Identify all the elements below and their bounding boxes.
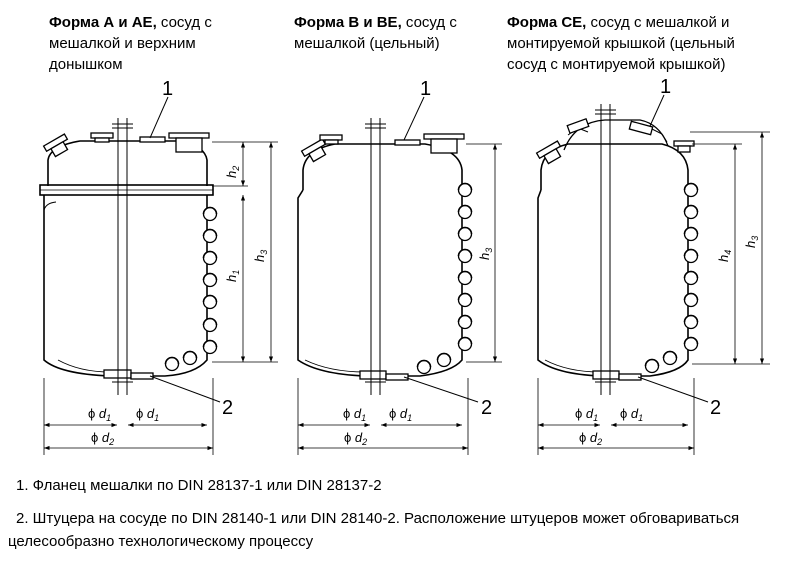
dim-d1-a-left: ϕ $d_1$ [88,406,112,423]
callout-1-b: 1 [420,78,432,100]
dim-d1-ce-right: ϕ $d_1$ [620,406,644,423]
agitator-flange-b [395,140,420,145]
nozzle-top-right-a [169,133,209,138]
form-b-title-line2: мешалкой (цельный) [294,35,440,52]
dim-h3-a: $h_3$ [252,249,269,262]
callout-leaders [150,95,708,402]
form-b-title-bold: Форма В и ВЕ, [294,14,402,31]
dim-d1-b-right: ϕ $d_1$ [389,406,413,423]
note-1: 1. Фланец мешалки по DIN 28137-1 или DIN 28137-2 [16,477,382,494]
callout-1-ce: 1 [660,76,672,98]
form-a-title-bold: Форма А и АЕ, [49,14,157,31]
form-ce-title-line2: монтируемой крышкой (цельный [507,35,735,52]
dim-d1-a-right: ϕ $d_1$ [136,406,160,423]
note-2-continuation: целесообразно технологическому процессу [8,533,314,550]
nozzle-top-right-b [424,134,464,139]
vessel-form-ce [537,104,770,455]
dim-d1-ce-left: ϕ $d_1$ [575,406,599,423]
form-ce-title-line1: сосуд с мешалкой и [590,14,730,31]
form-a-title-line3: донышком [49,56,123,73]
dim-d1-b-left: ϕ $d_1$ [343,406,367,423]
vessel-form-b [298,118,502,455]
callout-2-a: 2 [222,397,234,419]
dimensions-ce [538,132,770,455]
nozzle-top-left-b [320,135,342,140]
agitator-flange-a [140,137,165,142]
callout-1-a: 1 [162,78,174,100]
nozzle-left-a [44,134,72,159]
callout-2-b: 2 [481,397,493,419]
dim-h4-ce: $h_4$ [716,249,733,262]
form-ce-title-bold: Форма СЕ, [507,14,587,31]
vessel-form-a [40,118,278,455]
dimensions-a [44,142,278,455]
form-b-title-line1: сосуд с [405,14,457,31]
nozzle-right-ce [674,141,694,146]
dim-d2-a: ϕ $d_2$ [91,430,115,447]
callout-2-ce: 2 [710,397,722,419]
dim-h1-a: $h_1$ [224,269,241,282]
nozzle-left-ce [537,141,565,166]
dim-h2-a: $h_2$ [224,165,241,178]
dim-h3-ce: $h_3$ [743,235,760,248]
dim-d2-b: ϕ $d_2$ [344,430,368,447]
form-ce-title-line3: сосуд с монтируемой крышкой) [507,56,726,73]
form-a-title-line1: сосуд с [160,14,212,31]
note-2: 2. Штуцера на сосуде по DIN 28140-1 или DIN 28140-2. Расположение штуцеров может обговариваться [16,510,740,527]
nozzle-top-left-a [91,133,113,138]
dim-d2-ce: ϕ $d_2$ [579,430,603,447]
form-a-title-line2: мешалкой и верхним [49,35,196,52]
dim-h3-b: $h_3$ [477,247,494,260]
